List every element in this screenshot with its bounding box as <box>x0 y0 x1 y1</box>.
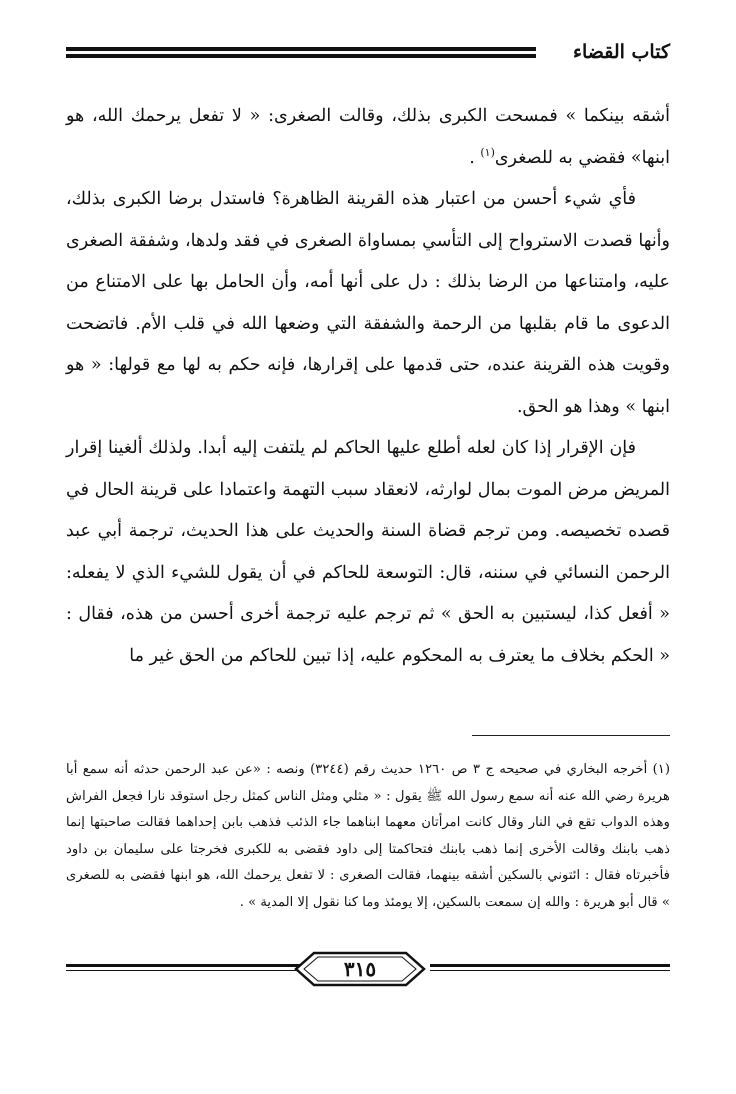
footnote-ref: (١) <box>480 145 495 159</box>
page-number: ٣١٥ <box>343 957 377 981</box>
paragraph: فأي شيء أحسن من اعتبار هذه القرينة الظاهرة؟ فاستدل برضا الكبرى بذلك، وأنها قصدت الاسترواح إلى التأسي بمساواة الصغرى في فقد ولدها، وشفقة الصغرى عليه، وامتناعها من الرضا بذلك : دل على أنها أمه، وأن الحامل بها على الامتناع من الدعوى ما قام بقلبها من الرحمة والشفقة التي وضعها الله في قلب الأم. فاتضحت وقويت هذه القرينة عنده، حتى قدمها على إقرارها، فإنه حكم به لها مع قولها: « هو ابنها » وهذا هو الحق. <box>66 189 671 417</box>
page-number-ornament <box>66 948 670 994</box>
header-rule <box>66 54 536 58</box>
paragraph: أشقه بينكما » فمسحت الكبرى بذلك، وقالت الصغرى: « لا تفعل يرحمك الله، هو ابنها» فقضي به للصغرى$^{(١)}$ . <box>66 106 670 168</box>
header-rule <box>66 47 536 51</box>
footnotes <box>66 757 670 916</box>
running-header <box>66 38 670 66</box>
page-number-badge <box>294 951 426 987</box>
chapter-title: كتاب القضاء <box>573 41 670 63</box>
footnote-1: (١) أخرجه البخاري في صحيحه ج ٣ ص ١٢٦٠ حديث رقم (٣٢٤٤) ونصه : «عن عبد الرحمن حدثه أنه سمع أبا هريرة رضي الله عنه أنه سمع رسول الله ﷺ يقول : « مثلي ومثل الناس كمثل رجل استوقد نارا فجعل الفراش وهذه الدواب تقع في النار وقال كانت امرأتان معهما ابناهما جاء الذئب فذهب بابن إحداهما فقالت صاحبتها إنما ذهب بابنك وقالت الأخرى إنما ذهب بابنك فتحاكمتا إلى داود فقضى به للكبرى فخرجتا على سليمان بن داود فأخبرتاه فقال : ائتوني بالسكين أشقه بينهما، فقالت الصغرى : لا تفعل يرحمك الله، هو ابنها فقضى به للصغرى » قال أبو هريرة : والله إن سمعت بالسكين، إلا يومئذ وما كنا نقول إلا المدية » . <box>66 762 670 910</box>
paragraph: فإن الإقرار إذا كان لعله أطلع عليها الحاكم لم يلتفت إليه أبدا. ولذلك ألغينا إقرار المريض مرض الموت بمال لوارثه، لانعقاد سبب التهمة واعتمادا على قرينة الحال في قصده تخصيصه. ومن ترجم قضاة السنة والحديث على هذا الحديث، ترجمة أبي عبد الرحمن النسائي في سننه، قال: التوسعة للحاكم في أن يقول للشيء الذي لا يفعله: « أفعل كذا، ليستبين به الحق » ثم ترجم عليه ترجمة أخرى أحسن من هذه، فقال : « الحكم بخلاف ما يعترف به المحكوم عليه، إذا تبين للحاكم من الحق غير ما <box>66 438 670 666</box>
footnote-separator <box>472 735 670 736</box>
main-text <box>66 96 670 677</box>
